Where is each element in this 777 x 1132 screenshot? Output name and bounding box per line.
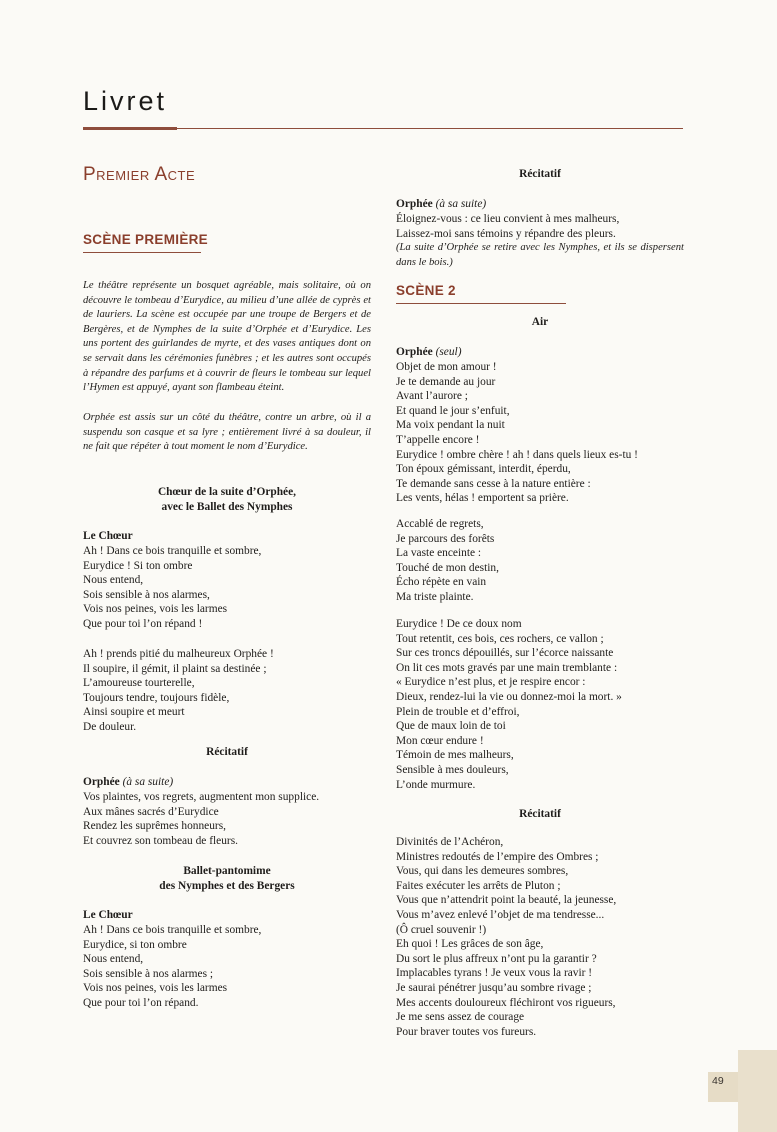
recitatif-heading: Récitatif [519,168,561,180]
verse-line: Ma voix pendant la nuit [396,419,505,432]
verse-line: Écho répète en vain [396,576,487,589]
speaker: Orphée [396,198,433,210]
verse-line: Objet de mon amour ! [396,361,497,373]
verse-line: Je te demande au jour [396,375,496,388]
verse-line: Ministres redoutés de l’empire des Ombres ; [396,850,599,863]
verse-line: Pour braver toutes vos fureurs. [396,1025,537,1038]
verse-block [83,647,274,735]
verse-line: Eh quoi ! Les grâces de son âge, [396,938,544,951]
verse-block [396,835,616,1039]
verse-block [83,544,261,632]
ballet-heading-1: Ballet-pantomime [183,865,271,877]
verse-block [396,517,499,605]
verse-line: Et quand le jour s’enfuit, [396,404,510,417]
scene-title: SCÈNE 2 [396,283,456,298]
verse-line: Sois sensible à nos alarmes ; [83,967,214,980]
verse-line: On lit ces mots gravés par une main tremblante : [396,661,618,674]
ballet-heading-2: des Nymphes et des Bergers [159,880,295,892]
verse-line: Te demande sans cesse à la nature entière : [396,477,591,490]
verse-line: De douleur. [83,720,137,733]
verse-line: Touché de mon destin, [396,561,499,574]
verse-line: Les vents, hélas ! emportent sa prière. [396,492,569,505]
verse-line: Rendez les suprêmes honneurs, [83,820,226,833]
speaker-line [396,345,462,360]
verse-line: L’onde murmure. [396,778,476,791]
verse-line: Que pour toi l’on répand. [83,996,199,1009]
speaker-direction: (à sa suite) [122,776,174,788]
speaker: Le Chœur [83,909,133,921]
verse-block [396,360,638,506]
page-edge [738,1050,777,1132]
speaker-direction: (seul) [435,346,462,358]
air-heading: Air [531,316,549,328]
verse-line: Tout retentit, ces bois, ces rochers, ce vallon ; [396,632,604,645]
page-title: Livret [83,86,168,116]
verse-block [83,790,319,848]
page-number: 49 [712,1075,724,1087]
verse-line: Ah ! prends pitié du malheureux Orphée ! [83,648,274,660]
verse-line: Vois nos peines, vois les larmes [83,982,228,995]
verse-line: Laissez-moi sans témoins y répandre des pleurs. [396,227,616,240]
verse-line: Plein de trouble et d’effroi, [396,705,520,718]
verse-line: (Ô cruel souvenir !) [396,923,487,936]
verse-line: Il soupire, il gémit, il plaint sa destinée ; [83,662,267,675]
verse-line: Eurydice ! Si ton ombre [83,559,193,572]
verse-line: Faites exécuter les arrêts de Pluton ; [396,879,561,892]
verse-line: Dieux, rendez-lui la vie ou donnez-moi la mort. » [396,690,622,703]
verse-line: Témoin de mes malheurs, [396,749,514,762]
verse-block [396,617,622,792]
scene-rule [396,303,566,304]
verse-line: Vois nos peines, vois les larmes [83,603,228,616]
verse-line: La vaste enceinte : [396,547,482,560]
verse-line: Eurydice, si ton ombre [83,938,187,951]
verse-line: Vous que n’attendrit point la beauté, la jeunesse, [396,894,617,907]
verse-line: Du sort le plus affreux n’ont pu la garantir ? [396,952,597,965]
verse-line: Je parcours des forêts [396,532,495,545]
verse-line: Mon cœur endure ! [396,734,484,747]
verse-block [83,923,261,1011]
verse-line: Mes accents douloureux fléchiront vos rigueurs, [396,996,616,1009]
verse-line: Nous entend, [83,574,144,587]
speaker-line [396,197,486,212]
verse-block [396,212,619,241]
verse-line: Vous m’avez enlevé l’objet de ma tendresse... [396,908,605,921]
verse-line: Vos plaintes, vos regrets, augmentent mon supplice. [83,791,320,803]
title-rule-accent [83,127,177,130]
scene-rule [83,252,201,253]
verse-line: L’amoureuse tourterelle, [83,677,195,690]
verse-line: Je saurai pénétrer jusqu’au sombre rivage ; [396,981,592,994]
verse-line: Eurydice ! ombre chère ! ah ! dans quels lieux es-tu ! [396,448,638,461]
speaker: Orphée [83,776,120,788]
verse-line: Ainsi soupire et meurt [83,706,185,719]
verse-line: Sur ces troncs dépouillés, sur l’écorce naissante [396,647,614,660]
verse-line: T’appelle encore ! [396,433,480,446]
verse-line: Et couvrez son tombeau de fleurs. [83,834,238,847]
verse-line: « Eurydice n’est plus, et je respire encor : [396,676,586,689]
choeur-heading-1: Chœur de la suite d’Orphée, [157,486,297,498]
recitatif-heading: Récitatif [206,746,248,758]
verse-line: Que pour toi l’on répand ! [83,617,203,630]
verse-line: Que de maux loin de toi [396,720,506,733]
verse-line: Je me sens assez de courage [396,1011,525,1024]
speaker-line [83,775,173,790]
verse-line: Ah ! Dans ce bois tranquille et sombre, [83,924,262,936]
verse-line: Ton époux gémissant, interdit, éperdu, [396,463,571,476]
verse-line: Nous entend, [83,953,144,966]
choeur-heading-2: avec le Ballet des Nymphes [161,501,293,513]
verse-line: Accablé de regrets, [396,518,484,530]
verse-line: Eurydice ! De ce doux nom [396,618,522,630]
verse-line: Avant l’aurore ; [396,390,468,403]
recitatif-heading: Récitatif [519,808,561,820]
verse-line: Divinités de l’Achéron, [396,836,504,848]
speaker-direction: (à sa suite) [435,198,487,210]
act-title: Premier Acte [83,164,196,185]
speaker: Orphée [396,346,433,358]
speaker: Le Chœur [83,530,133,542]
stage-direction: Le théâtre représente un bosquet agréable, mais solitaire, où on découvre le tombeau d’Eurydice, au milieu d’une allée de cyprès et de lauriers. La scène est occupée par une troupe de Bergers et de Bergères, et de Nymphes de la suite d’Orphée et d’Eurydice. Les uns portent des guirlandes de myrte, et des vases antiques dont on se servait dans les cérémonies funèbres ; et les autres sont occupés à répandre des parfums et à couvrir de fleurs le tombeau sur lequel l’Hymen est appuyé, ayant son flambeau éteint. [83,280,371,394]
verse-line: Éloignez-vous : ce lieu convient à mes malheurs, [396,213,620,225]
verse-line: Implacables tyrans ! Je veux vous la ravir ! [396,967,593,980]
verse-line: Sensible à mes douleurs, [396,763,509,776]
verse-line: Ah ! Dans ce bois tranquille et sombre, [83,545,262,557]
stage-direction: (La suite d’Orphée se retire avec les Nymphes, et ils se dispersent dans le bois.) [396,242,684,268]
verse-line: Toujours tendre, toujours fidèle, [83,691,230,704]
verse-line: Vous, qui dans les demeures sombres, [396,865,569,878]
verse-line: Ma triste plainte. [396,590,474,603]
stage-direction-2: Orphée est assis sur un côté du théâtre, contre un arbre, où il a suspendu son casque et sa lyre ; entièrement livré à sa douleur, il ne fait que répéter à tout moment le nom d’Eurydice. [83,412,371,453]
verse-line: Aux mânes sacrés d’Eurydice [83,805,219,818]
verse-line: Sois sensible à nos alarmes, [83,588,210,601]
scene-title: SCÈNE PREMIÈRE [83,232,208,247]
